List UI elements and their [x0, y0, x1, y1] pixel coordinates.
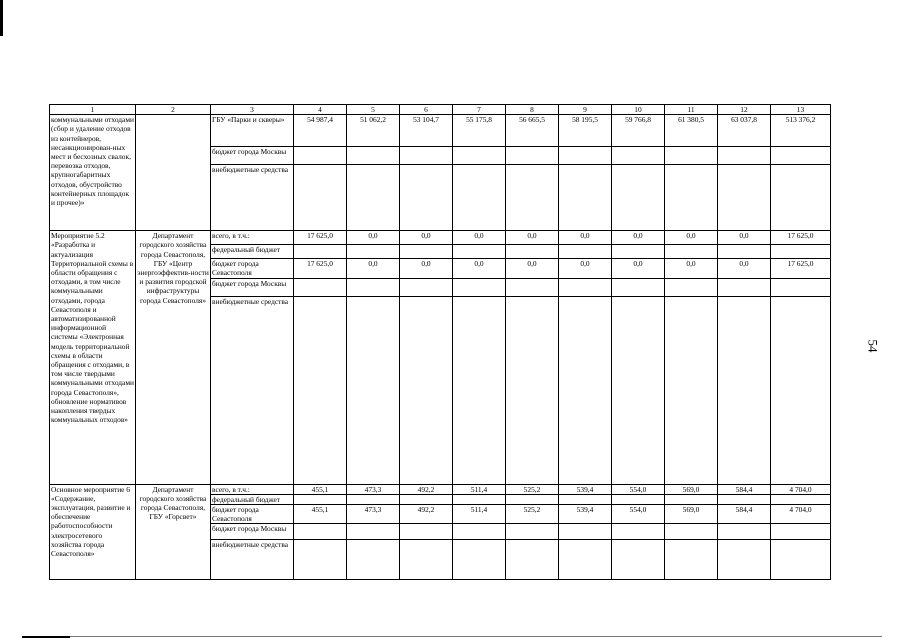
value-cell — [294, 524, 347, 540]
value-cell — [294, 296, 347, 484]
value-cell: 0,0 — [506, 259, 559, 278]
value-cell: 473,3 — [347, 484, 400, 494]
value-cell — [718, 278, 771, 296]
funding-source-cell: ГБУ «Парки и скверы» — [211, 115, 294, 147]
value-cell — [347, 278, 400, 296]
value-cell — [400, 540, 453, 580]
value-cell — [612, 296, 665, 484]
value-cell — [506, 147, 559, 165]
value-cell — [506, 296, 559, 484]
funding-source-cell: внебюджетные средства — [211, 296, 294, 484]
value-cell: 513 376,2 — [771, 115, 831, 147]
value-cell — [453, 494, 506, 504]
value-cell: 455,1 — [294, 484, 347, 494]
value-cell — [771, 278, 831, 296]
activity-name-cell: Мероприятие 5.2 «Разработка и актуализация Территориальной схемы в области обращения с отходами, в том числе коммунальными отходами, города Севастополя и автоматизированной информационной системы «Электронная модель территориальной схемы в области обращения с отходами, в том числе твердыми коммунальными отходами города Севастополя», обновление нормативов накопления твердых коммунальных отходов» — [50, 231, 136, 484]
value-cell: 0,0 — [347, 259, 400, 278]
value-cell: 473,3 — [347, 505, 400, 524]
value-cell: 539,4 — [559, 484, 612, 494]
activity-name-cell: коммунальными отходами (сбор и удаление отходов из контейнеров, несанкционирован-ных мест и бесхозных свалок, перевозка отходов, крупногабаритных отходов, обустройство контейнерных площадок и прочее)» — [50, 115, 136, 231]
value-cell: 4 704,0 — [771, 505, 831, 524]
value-cell: 554,0 — [612, 505, 665, 524]
value-cell: 0,0 — [718, 259, 771, 278]
header-cell: 2 — [136, 105, 211, 115]
value-cell — [559, 524, 612, 540]
header-cell: 8 — [506, 105, 559, 115]
value-cell: 0,0 — [559, 231, 612, 245]
value-cell — [453, 278, 506, 296]
value-cell — [347, 524, 400, 540]
value-cell — [771, 494, 831, 504]
funding-source-cell: бюджет города Москвы — [211, 147, 294, 165]
value-cell: 0,0 — [453, 259, 506, 278]
value-cell — [718, 147, 771, 165]
activity-name-cell: Основное мероприятие 6 «Содержание, эксплуатация, развитие и обеспечение работоспособности электросетевого хозяйства города Севастополя» — [50, 484, 136, 580]
value-cell: 0,0 — [347, 231, 400, 245]
value-cell — [612, 147, 665, 165]
value-cell: 584,4 — [718, 505, 771, 524]
header-cell: 12 — [718, 105, 771, 115]
value-cell — [453, 245, 506, 259]
value-cell — [559, 296, 612, 484]
value-cell: 569,0 — [665, 484, 718, 494]
value-cell — [559, 147, 612, 165]
value-cell — [771, 540, 831, 580]
value-cell — [347, 165, 400, 231]
value-cell — [718, 494, 771, 504]
value-cell: 59 766,8 — [612, 115, 665, 147]
value-cell: 511,4 — [453, 505, 506, 524]
value-cell — [718, 296, 771, 484]
value-cell — [506, 278, 559, 296]
value-cell — [665, 540, 718, 580]
value-cell: 0,0 — [506, 231, 559, 245]
executor-cell — [136, 115, 211, 231]
value-cell: 525,2 — [506, 484, 559, 494]
value-cell — [400, 165, 453, 231]
value-cell — [559, 540, 612, 580]
table-row — [50, 115, 831, 147]
value-cell — [294, 278, 347, 296]
value-cell — [400, 278, 453, 296]
value-cell — [771, 245, 831, 259]
value-cell: 61 380,5 — [665, 115, 718, 147]
value-cell: 0,0 — [453, 231, 506, 245]
value-cell — [453, 524, 506, 540]
value-cell — [347, 147, 400, 165]
value-cell — [559, 245, 612, 259]
table-row — [50, 484, 831, 494]
value-cell — [559, 278, 612, 296]
executor-cell: Департамент городского хозяйства города Севастополя, ГБУ «Горсвет» — [136, 484, 211, 580]
value-cell — [612, 245, 665, 259]
header-cell: 10 — [612, 105, 665, 115]
value-cell: 55 175,8 — [453, 115, 506, 147]
funding-source-cell: федеральный бюджет — [211, 494, 294, 504]
value-cell: 539,4 — [559, 505, 612, 524]
table-body — [50, 115, 831, 580]
header-cell: 4 — [294, 105, 347, 115]
page-bottom-rule — [22, 636, 882, 637]
value-cell — [612, 540, 665, 580]
value-cell — [294, 494, 347, 504]
funding-source-cell: внебюджетные средства — [211, 540, 294, 580]
value-cell: 511,4 — [453, 484, 506, 494]
header-cell: 7 — [453, 105, 506, 115]
value-cell: 0,0 — [612, 259, 665, 278]
value-cell — [718, 165, 771, 231]
funding-source-cell: бюджет города Севастополя — [211, 505, 294, 524]
value-cell — [506, 524, 559, 540]
value-cell: 569,0 — [665, 505, 718, 524]
value-cell — [347, 494, 400, 504]
value-cell: 554,0 — [612, 484, 665, 494]
value-cell: 17 625,0 — [294, 259, 347, 278]
value-cell: 0,0 — [718, 231, 771, 245]
value-cell: 455,1 — [294, 505, 347, 524]
funding-table — [49, 104, 831, 580]
value-cell: 0,0 — [559, 259, 612, 278]
value-cell: 58 195,5 — [559, 115, 612, 147]
header-cell: 5 — [347, 105, 400, 115]
funding-source-cell: бюджет города Москвы — [211, 278, 294, 296]
funding-source-cell: бюджет города Севастополя — [211, 259, 294, 278]
value-cell — [665, 165, 718, 231]
value-cell — [718, 245, 771, 259]
value-cell: 17 625,0 — [771, 259, 831, 278]
value-cell — [612, 278, 665, 296]
value-cell — [559, 165, 612, 231]
value-cell — [665, 278, 718, 296]
funding-source-cell: внебюджетные средства — [211, 165, 294, 231]
value-cell — [400, 147, 453, 165]
funding-source-cell: всего, в т.ч.: — [211, 484, 294, 494]
value-cell — [771, 165, 831, 231]
value-cell — [559, 494, 612, 504]
value-cell — [612, 494, 665, 504]
value-cell: 17 625,0 — [771, 231, 831, 245]
value-cell — [612, 524, 665, 540]
header-cell: 6 — [400, 105, 453, 115]
header-cell: 3 — [211, 105, 294, 115]
value-cell — [612, 165, 665, 231]
value-cell — [506, 494, 559, 504]
funding-source-cell: всего, в т.ч.: — [211, 231, 294, 245]
value-cell: 4 704,0 — [771, 484, 831, 494]
value-cell — [347, 540, 400, 580]
header-cell: 1 — [50, 105, 136, 115]
value-cell — [294, 165, 347, 231]
value-cell — [400, 524, 453, 540]
value-cell: 492,2 — [400, 484, 453, 494]
value-cell: 63 037,8 — [718, 115, 771, 147]
value-cell — [506, 245, 559, 259]
value-cell — [400, 245, 453, 259]
value-cell — [718, 524, 771, 540]
value-cell — [294, 147, 347, 165]
value-cell — [771, 296, 831, 484]
value-cell — [506, 540, 559, 580]
value-cell — [665, 296, 718, 484]
value-cell: 0,0 — [665, 231, 718, 245]
executor-cell: Департамент городского хозяйства города Севастополя, ГБУ «Центр энергоэффектив-ности и развития городской инфраструктуры города Севастополя» — [136, 231, 211, 484]
value-cell — [294, 245, 347, 259]
value-cell — [718, 540, 771, 580]
value-cell — [400, 494, 453, 504]
value-cell — [347, 245, 400, 259]
value-cell: 56 665,5 — [506, 115, 559, 147]
header-cell: 13 — [771, 105, 831, 115]
table-row — [50, 231, 831, 245]
value-cell — [453, 147, 506, 165]
value-cell — [506, 165, 559, 231]
value-cell — [453, 165, 506, 231]
page-bottom-rule-mark — [22, 636, 70, 638]
scan-corner-mark — [0, 0, 3, 36]
value-cell: 0,0 — [400, 259, 453, 278]
value-cell: 0,0 — [665, 259, 718, 278]
value-cell — [665, 245, 718, 259]
value-cell — [771, 147, 831, 165]
value-cell: 525,2 — [506, 505, 559, 524]
value-cell: 17 625,0 — [294, 231, 347, 245]
value-cell: 492,2 — [400, 505, 453, 524]
header-cell: 11 — [665, 105, 718, 115]
funding-source-cell: федеральный бюджет — [211, 245, 294, 259]
header-row — [50, 105, 831, 115]
value-cell: 51 062,2 — [347, 115, 400, 147]
header-cell: 9 — [559, 105, 612, 115]
value-cell — [400, 296, 453, 484]
page-number: 54 — [865, 339, 881, 353]
value-cell — [665, 147, 718, 165]
value-cell — [771, 524, 831, 540]
value-cell: 54 987,4 — [294, 115, 347, 147]
value-cell: 584,4 — [718, 484, 771, 494]
funding-source-cell: бюджет города Москвы — [211, 524, 294, 540]
value-cell — [453, 296, 506, 484]
value-cell — [453, 540, 506, 580]
value-cell — [665, 524, 718, 540]
value-cell: 0,0 — [400, 231, 453, 245]
value-cell: 0,0 — [612, 231, 665, 245]
value-cell: 53 104,7 — [400, 115, 453, 147]
value-cell — [665, 494, 718, 504]
value-cell — [294, 540, 347, 580]
value-cell — [347, 296, 400, 484]
